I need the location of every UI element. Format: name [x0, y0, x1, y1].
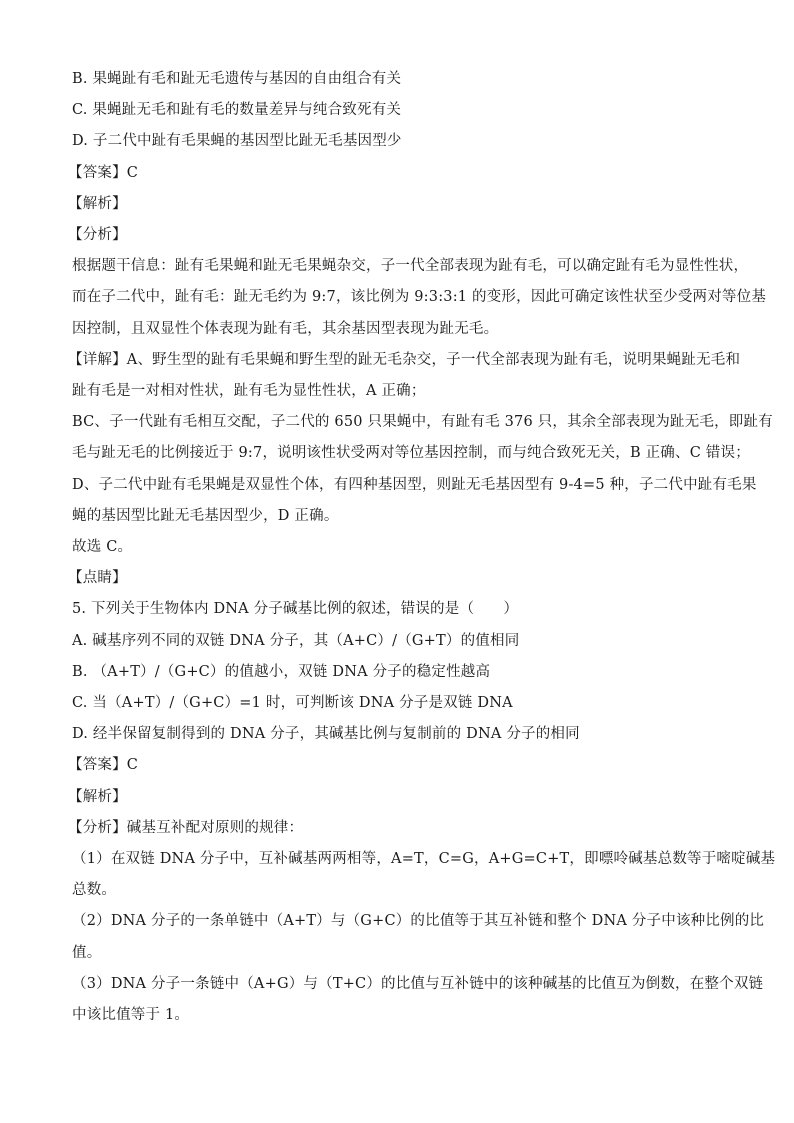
q5-answer: 【答案】C — [68, 757, 139, 774]
q4-fenxi-line-3: 因控制，且双显性个体表现为趾有毛，其余基因型表现为趾无毛。 — [72, 320, 499, 337]
q4-option-d: D. 子二代中趾有毛果蝇的基因型比趾无毛基因型少 — [72, 133, 402, 150]
q5-rule-1-line-1: （1）在双链 DNA 分子中，互补碱基两两相等，A=T，C=G，A+G=C+T，即嘌呤碱基总数等于嘧啶碱基 — [72, 851, 776, 868]
q4-xiangjie-line-5: D、子二代中趾有毛果蝇是双显性个体，有四种基因型，则趾无毛基因型有 9-4=5 种，子二代中趾有毛果 — [72, 476, 757, 493]
q4-conclusion: 故选 C。 — [72, 539, 133, 556]
document-page — [68, 64, 776, 1031]
q4-xiangjie-line-6: 蝇的基因型比趾无毛基因型少，D 正确。 — [72, 507, 339, 524]
q4-xiangjie-line-3: BC、子一代趾有毛相互交配，子二代的 650 只果蝇中，有趾有毛 376 只，其余全部表现为趾无毛，即趾有 — [72, 414, 773, 431]
q5-stem: 5. 下列关于生物体内 DNA 分子碱基比例的叙述，错误的是（ ） — [72, 601, 519, 618]
q4-xiangjie-line-4: 毛与趾无毛的比例接近于 9:7，说明该性状受两对等位基因控制，而与纯合致死无关，B 正确、C 错误； — [72, 445, 750, 462]
q4-answer: 【答案】C — [68, 164, 139, 181]
q4-fenxi-line-1: 根据题干信息：趾有毛果蝇和趾无毛果蝇杂交，子一代全部表现为趾有毛，可以确定趾有毛为显性性状， — [72, 258, 749, 275]
q5-fenxi-line-1: 【分析】碱基互补配对原则的规律： — [68, 819, 304, 836]
q5-rule-3-line-1: （3）DNA 分子一条链中（A+G）与（T+C）的比值与互补链中的该种碱基的比值互为倒数，在整个双链 — [72, 975, 764, 992]
q4-dianjing-heading: 【点睛】 — [68, 570, 127, 587]
q5-option-c: C. 当（A+T）/（G+C）=1 时，可判断该 DNA 分子是双链 DNA — [72, 695, 513, 712]
q5-rule-1-line-2: 总数。 — [72, 882, 117, 899]
q5-option-a: A. 碱基序列不同的双链 DNA 分子，其（A+C）/（G+T）的值相同 — [72, 632, 520, 649]
q5-option-d: D. 经半保留复制得到的 DNA 分子，其碱基比例与复制前的 DNA 分子的相同 — [72, 726, 580, 743]
q4-jiexi-heading: 【解析】 — [68, 195, 127, 212]
q4-option-c: C. 果蝇趾无毛和趾有毛的数量差异与纯合致死有关 — [72, 102, 402, 119]
q5-option-b: B. （A+T）/（G+C）的值越小，双链 DNA 分子的稳定性越高 — [72, 663, 491, 680]
q5-jiexi-heading: 【解析】 — [68, 788, 127, 805]
q5-rule-2-line-2: 值。 — [72, 944, 102, 961]
q4-option-b: B. 果蝇趾有毛和趾无毛遗传与基因的自由组合有关 — [72, 71, 402, 87]
q5-rule-3-line-2: 中该比值等于 1。 — [72, 1007, 190, 1024]
q4-xiangjie-line-1: 【详解】A、野生型的趾有毛果蝇和野生型的趾无毛杂交，子一代全部表现为趾有毛，说明果蝇趾无毛和 — [68, 351, 741, 368]
q4-fenxi-heading: 【分析】 — [68, 227, 127, 244]
q4-xiangjie-line-2: 趾有毛是一对相对性状，趾有毛为显性性状，A 正确； — [72, 383, 426, 400]
q4-fenxi-line-2: 而在子二代中，趾有毛：趾无毛约为 9:7，该比例为 9:3:3:1 的变形，因此可确定该性状至少受两对等位基 — [72, 289, 767, 306]
q5-rule-2-line-1: （2）DNA 分子的一条单链中（A+T）与（G+C）的比值等于其互补链和整个 DNA 分子中该种比例的比 — [72, 913, 765, 930]
